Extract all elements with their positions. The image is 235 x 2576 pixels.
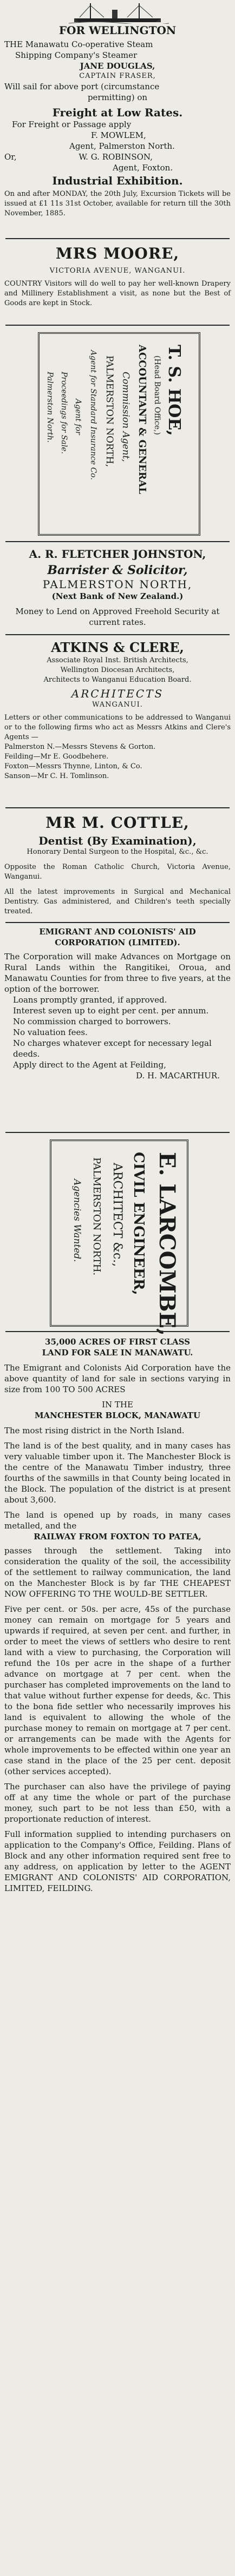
agent2-place: Agent, Foxton. <box>113 163 173 173</box>
emigrant-l1: Loans promptly granted, if approved. <box>13 995 167 1005</box>
larcombe-line5: Agencies Wanted. <box>71 1179 82 1262</box>
cottle-line3: Opposite the Roman Catholic Church, Victoria Avenue, Wanganui. <box>4 863 231 881</box>
separator <box>5 541 230 542</box>
emigrant-l3: No commission charged to borrowers. <box>13 1017 171 1026</box>
larcombe-ad-frame <box>50 1139 188 1336</box>
hoe-ad-frame <box>38 332 200 536</box>
atkins-title: ATKINS & CLERE, <box>51 640 184 655</box>
emigrant-title1: EMIGRANT AND COLONISTS' AID <box>39 927 196 937</box>
emigrant-loans-ad <box>4 926 231 1126</box>
hoe-line3: ACCOUNTANT & GENERAL <box>136 345 148 495</box>
industrial-exhibition-ad <box>4 174 231 234</box>
moore-body: COUNTRY Visitors will do well to pay her well-known Drapery and Millinery Establishment a visit, as none but the Best of Goods are kept in Stock. <box>4 280 231 307</box>
land-title2: LAND FOR SALE IN MANAWATU. <box>42 1348 193 1358</box>
emigrant-agent: D. H. MACARTHUR. <box>136 1071 220 1081</box>
cottle-name: MR M. COTTLE, <box>45 814 190 832</box>
hoe-line2: (Head Board Office,) <box>153 355 161 435</box>
atkins-architects: ARCHITECTS <box>71 687 164 700</box>
cottle-line2: Honorary Dental Surgeon to the Hospital, &c., &c. <box>27 848 208 856</box>
larcombe-line3: ARCHITECT &c., <box>110 1163 124 1267</box>
wellington-line1: THE Manawatu Co-operative Steam <box>4 39 153 49</box>
atkins-agent3: Foxton—Messrs Thynne, Linton, & Co. <box>4 762 142 770</box>
johnston-place: PALMERSTON NORTH, <box>42 578 193 591</box>
atkins-line3: Wellington Diocesan Architects, <box>60 666 175 674</box>
emigrant-l4: No valuation fees. <box>13 1027 88 1037</box>
land-body1: The Emigrant and Colonists Aid Corporation have the above quantity of land for sale in sections varying in size from 100 TO 500 ACRES <box>4 1363 231 1394</box>
land-p2: The land is of the best quality, and in many cases has very valuable timber upon it. The Manchester Block is the centre of the Manawatu Timber industry, three fourths of the sawmills in that County being located in the Block. The population of the district is at present about 3,600. <box>4 1441 231 1505</box>
larcombe-line2: CIVIL ENGINEER, <box>130 1152 147 1295</box>
atkins-agent1: Palmerston N.—Messrs Stevens & Gorton. <box>4 743 156 751</box>
moore-title: MRS MOORE, <box>55 245 180 262</box>
agent1-name: F. MOWLEM, <box>91 130 146 140</box>
cottle-dentist-ad <box>4 814 231 917</box>
atkins-line2: Associate Royal Inst. British Architects, <box>47 656 188 664</box>
separator <box>5 634 230 635</box>
land-title1: 35,000 ACRES OF FIRST CLASS <box>45 1337 190 1347</box>
wellington-title: FOR WELLINGTON <box>58 24 177 37</box>
separator <box>5 1331 230 1332</box>
hoe-line5: PALMERSTON NORTH, <box>104 355 115 467</box>
johnston-bank: (Next Bank of New Zealand.) <box>51 591 184 601</box>
johnston-name: A. R. FLETCHER JOHNSTON, <box>29 548 206 561</box>
wellington-line4: permitting) on <box>87 93 148 102</box>
separator <box>5 922 230 923</box>
land-p5: Five per cent. or 50s. per acre, 45s of the purchase money can remain on mortgage for 5 years and upwards if required, at seven per cent. and further, in order to meet the views of settlers who desire to rent land with a view to purchasing, the Corporation will refund the 10s per acre in the shape of a further advance on mortgage at 7 per cent. when the purchaser has completed improvements on the land to that value without further expense for deeds, &c. This to the bona fide settler who necessarily improves his land is equivalent to allowing the whole of the purchase money to remain on mortgage at 7 per cent. or arrangements can be made with the Agents for whole improvements to be effected within one year an case stand in the place of the 25 per cent. deposit (other services accepted). <box>4 1604 231 1776</box>
or-label: Or, <box>4 152 17 162</box>
exhibition-body: On and after MONDAY, the 20th July, Excursion Tickets will be issued at £1 11s 31st October, available for return till the 30th November, 1885. <box>4 190 231 218</box>
agent1-place: Agent, Palmerston North. <box>69 141 175 151</box>
hoe-line9: Palmerston North. <box>45 372 54 443</box>
hoe-line4: Commission Agent, <box>120 372 131 462</box>
land-p1: The most rising district in the North Island. <box>4 1426 185 1435</box>
emigrant-l5: No charges whatever except for necessary legal deeds. <box>13 1038 212 1059</box>
land-for-sale-ad <box>4 1336 231 2565</box>
emigrant-l2: Interest seven up to eight per cent. per annum. <box>13 1006 209 1016</box>
atkins-agent4: Sanson—Mr C. H. Tomlinson. <box>4 772 109 780</box>
wellington-line2: Shipping Company's Steamer <box>15 50 138 60</box>
hoe-line6: Agent for Standard Insurance Co. <box>89 350 97 480</box>
johnston-profession: Barrister & Solicitor, <box>47 563 188 577</box>
land-p4: passes through the settlement. Taking into consideration the quality of the soil, the accessibility of the settlement to railway communication, the land on the Manchester Block is by far THE CHEAPEST NOW OFFERING TO THE WOULD-BE SETTLER. <box>4 1546 231 1599</box>
freight-title: Freight at Low Rates. <box>52 106 183 119</box>
captain-name: CAPTAIN FRASER, <box>79 72 156 80</box>
johnston-ad <box>4 548 231 629</box>
land-block: MANCHESTER BLOCK, MANAWATU <box>34 1411 201 1420</box>
emigrant-body: The Corporation will make Advances on Mortgage on Rural Lands within the Rangitikei, Oroua, and Manawatu Counties for from three to five years, at the option of the borrower. <box>4 952 231 994</box>
separator <box>5 1132 230 1133</box>
emigrant-l6: Apply direct to the Agent at Feilding, <box>13 1060 166 1070</box>
separator <box>5 325 230 326</box>
larcombe-line4: PALMERSTON NORTH. <box>91 1157 102 1276</box>
land-in-the: IN THE <box>102 1400 133 1409</box>
land-p7: Full information supplied to intending purchasers on application to the Company's Office, Feilding. Plans of Block and any other information required sent free to any address, on application by letter to the AGENT EMIGRANT AND COLONISTS' AID CORPORATION, LIMITED, FEILDING. <box>4 1829 231 1893</box>
freight-line: For Freight or Passage apply <box>12 120 132 129</box>
mrs-moore-ad <box>4 245 231 320</box>
wellington-line3: Will sail for above port (circumstance <box>4 82 160 91</box>
separator <box>5 238 230 239</box>
emigrant-title2: CORPORATION (LIMITED). <box>55 938 180 947</box>
separator <box>5 807 230 808</box>
cottle-title: Dentist (By Examination), <box>38 834 197 847</box>
johnston-money: Money to Lend on Approved Freehold Security at current rates. <box>15 607 220 627</box>
moore-address: VICTORIA AVENUE, WANGANUI. <box>49 267 186 275</box>
steamship-icon <box>63 2 172 24</box>
wellington-shipping-ad <box>4 2 231 173</box>
hoe-line8: Proceedings for Sale. <box>60 372 68 454</box>
hoe-line7: Agent for <box>74 399 82 435</box>
atkins-agent2: Feilding—Mr E. Goodbehere. <box>4 753 109 761</box>
exhibition-title: Industrial Exhibition. <box>52 174 183 187</box>
land-p6: The purchaser can also have the privilege of paying off at any time the whole or part of the purchase money, such part to be not less than £50, with a proportionate reduction of interest. <box>4 1782 231 1824</box>
cottle-line4: All the latest improvements in Surgical and Mechanical Dentistry. Gas administered, and Children's teeth specially treated. <box>4 888 231 915</box>
atkins-city: WANGANUI. <box>92 701 143 709</box>
larcombe-name: E. LARCOMBE, <box>154 1152 180 1336</box>
vessel-name: JANE DOUGLAS, <box>80 61 155 71</box>
atkins-line4: Architects to Wanganui Education Board. <box>43 676 192 684</box>
agent2-name: W. G. ROBINSON, <box>79 152 153 162</box>
atkins-clere-ad <box>4 640 231 802</box>
atkins-body: Letters or other communications to be addressed to Wanganui or to the following firms who act as Messrs Atkins and Clere's Agents — <box>4 714 231 741</box>
agent2-row <box>4 151 231 162</box>
land-p3: The land is opened up by roads, in many cases metalled, and the <box>4 1510 231 1531</box>
hoe-name: T. S. HOE, <box>165 345 184 436</box>
land-railway: RAILWAY FROM FOXTON TO PATEA, <box>34 1532 201 1541</box>
